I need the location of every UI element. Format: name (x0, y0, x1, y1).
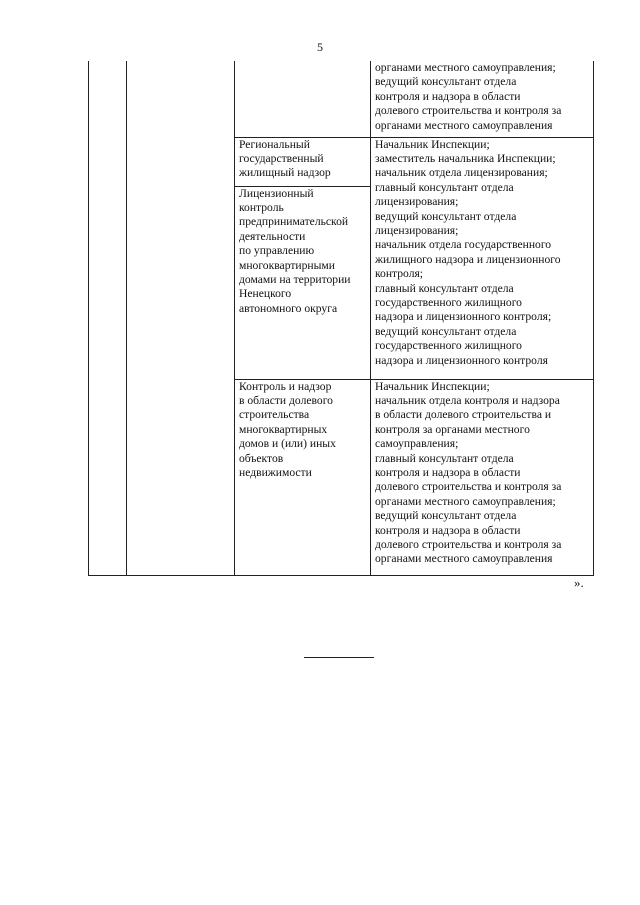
control-type-cell (235, 186, 371, 379)
number-cell (89, 61, 127, 575)
officials-cell (371, 61, 594, 137)
text-line: деятельности (239, 229, 306, 243)
text-line: недвижимости (239, 465, 312, 479)
separator-line (304, 657, 374, 658)
text-line: жилищный надзор (239, 166, 331, 180)
text-line: Начальник Инспекции; (375, 137, 490, 151)
text-line: начальник отдела лицензирования; (375, 166, 548, 180)
control-type-cell (235, 137, 371, 186)
text-line: автономного округа (239, 301, 338, 315)
text-line: ведущий консультант отдела (375, 209, 517, 223)
text-line: Начальник Инспекции; (375, 379, 490, 393)
text-line: государственный (239, 151, 324, 165)
text-line: главный консультант отдела (375, 281, 514, 295)
text-line: объектов (239, 451, 284, 465)
text-line: долевого строительства и контроля за (375, 104, 562, 118)
function-cell (127, 61, 235, 575)
text-line: государственного жилищного (375, 339, 522, 353)
text-line: контроля и надзора в области (375, 89, 521, 103)
text-line: ведущий консультант отдела (375, 509, 517, 523)
text-line: контроля и надзора в области (375, 523, 521, 537)
text-line: предпринимательской (239, 215, 349, 229)
text-line: ведущий консультант отдела (375, 75, 517, 89)
text-line: в области долевого (239, 393, 333, 407)
closing-quote-mark: ». (574, 575, 584, 590)
text-line: органами местного самоуправления; (375, 61, 556, 74)
page-number: 5 (317, 40, 323, 54)
text-line: многоквартирными (239, 258, 335, 272)
text-line: государственного жилищного (375, 295, 522, 309)
text-line: органами местного самоуправления; (375, 494, 556, 508)
text-line: надзора и лицензионного контроля; (375, 310, 552, 324)
text-line: главный консультант отдела (375, 180, 514, 194)
text-line: домами на территории (239, 272, 351, 286)
text-line: лицензирования; (375, 223, 459, 237)
text-line: начальник отдела контроля и надзора (375, 393, 560, 407)
text-line: Контроль и надзор (239, 379, 332, 393)
table-row (89, 61, 594, 137)
text-line: органами местного самоуправления (375, 118, 553, 132)
text-line: домов и (или) иных (239, 437, 336, 451)
control-type-cell (235, 379, 371, 575)
text-line: начальник отдела государственного (375, 238, 552, 252)
text-line: надзора и лицензионного контроля (375, 353, 548, 367)
text-line: Региональный (239, 137, 310, 151)
text-line: многоквартирных (239, 422, 328, 436)
text-line: контроля за органами местного (375, 422, 530, 436)
control-types-table (88, 61, 594, 576)
text-line: по управлению (239, 244, 315, 258)
text-line: долевого строительства и контроля за (375, 480, 562, 494)
text-line: Ненецкого (239, 287, 292, 301)
text-line: в области долевого строительства и (375, 408, 552, 422)
text-line: главный консультант отдела (375, 451, 514, 465)
text-line: Лицензионный (239, 186, 314, 200)
officials-cell (371, 137, 594, 379)
text-line: контроля; (375, 267, 424, 281)
text-line: органами местного самоуправления (375, 552, 553, 566)
text-line: ведущий консультант отдела (375, 324, 517, 338)
control-type-cell (235, 61, 371, 137)
text-line: контроля и надзора в области (375, 465, 521, 479)
text-line: долевого строительства и контроля за (375, 537, 562, 551)
text-line: лицензирования; (375, 195, 459, 209)
text-line: контроль (239, 200, 284, 214)
text-line: самоуправления; (375, 437, 459, 451)
officials-cell (371, 379, 594, 575)
text-line: жилищного надзора и лицензионного (375, 252, 561, 266)
text-line: строительства (239, 408, 310, 422)
text-line: заместитель начальника Инспекции; (375, 151, 556, 165)
